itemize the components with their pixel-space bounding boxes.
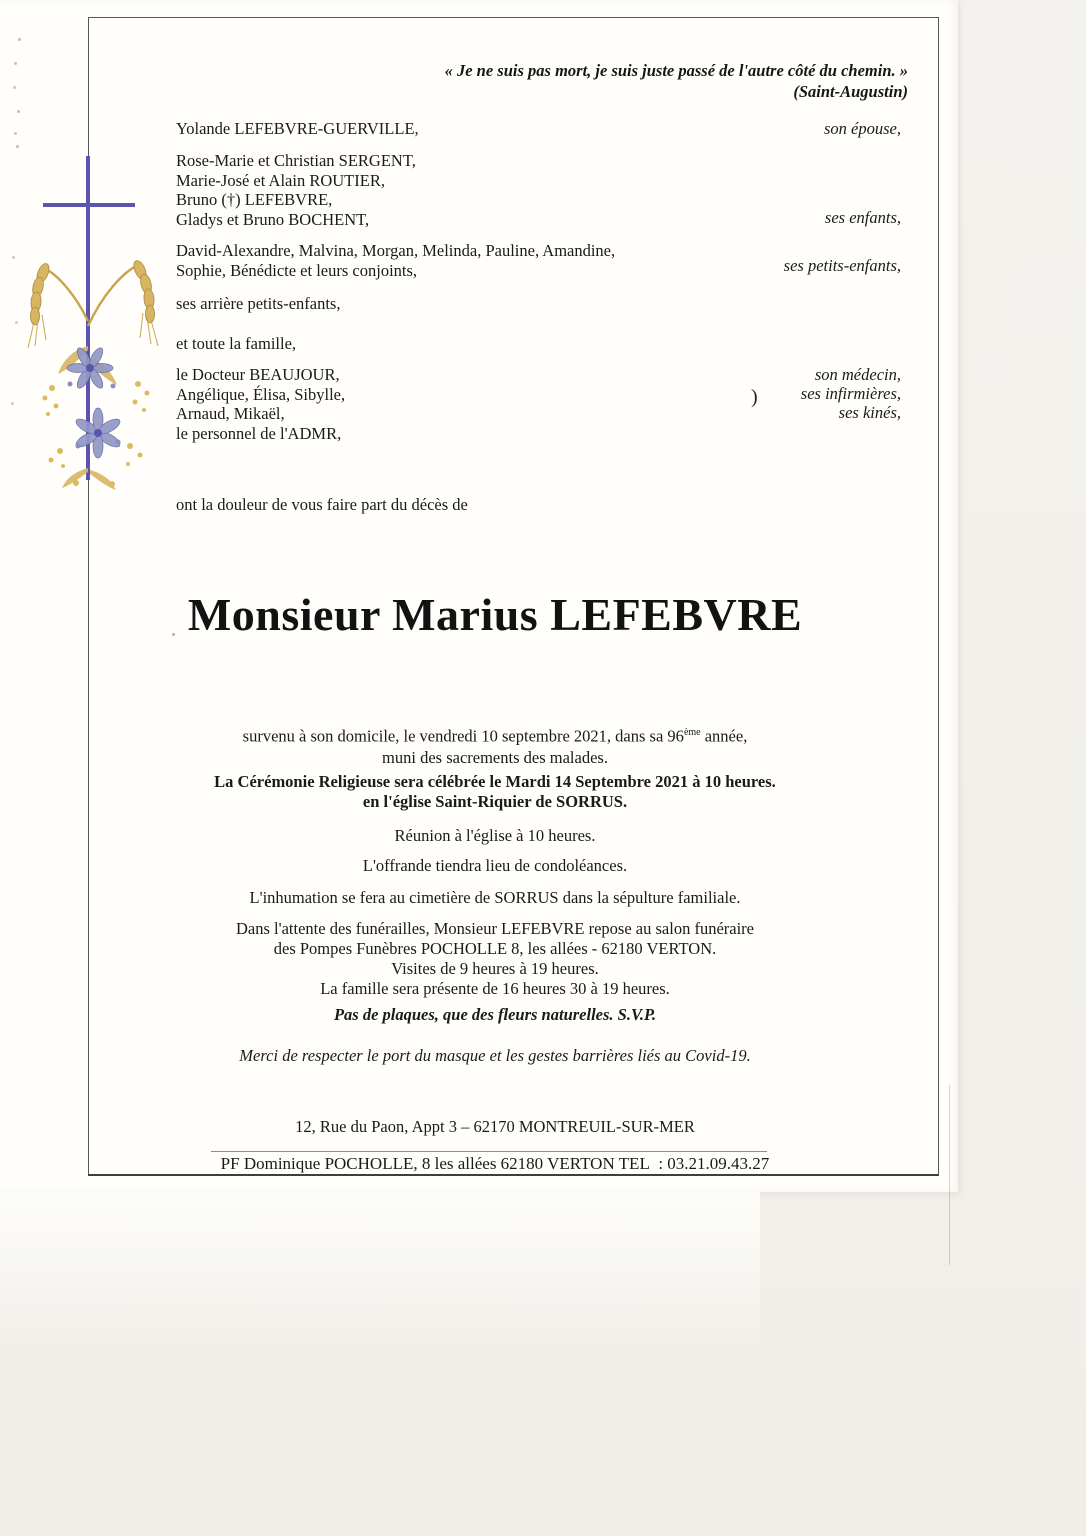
cross-wheat-flowers-icon (18, 146, 173, 496)
relation-nurses: ses infirmières, (800, 384, 901, 403)
mourner-line: le personnel de l'ADMR, (176, 423, 342, 443)
quote-block (445, 60, 908, 102)
mourner-line: Marie-José et Alain ROUTIER, (176, 170, 385, 190)
relation-doctor: son médecin, (814, 365, 901, 384)
mourner-line: David-Alexandre, Malvina, Morgan, Melinda, Pauline, Amandine, (176, 241, 616, 260)
relation-children: ses enfants, (824, 208, 901, 227)
death-line-1 (89, 722, 901, 747)
caregivers-names (176, 365, 345, 443)
ceremony-line-1: La Cérémonie Religieuse sera célébrée le Mardi 14 Septembre 2021 à 10 heures. (214, 772, 776, 791)
mourner-line: Gladys et Bruno BOCHENT, (176, 209, 370, 229)
deceased-name-title: Monsieur Marius LEFEBVRE (187, 589, 803, 640)
scan-specks (0, 0, 3, 3)
mourner-line: et toute la famille, (176, 334, 297, 353)
burial-line: L'inhumation se fera au cimetière de SORRUS dans la sépulture familiale. (249, 888, 741, 907)
grandchildren-names (176, 241, 615, 280)
relation-physios: ses kinés, (838, 403, 901, 422)
scanner-background (0, 1192, 760, 1352)
paper-fold-shadow (949, 1085, 950, 1265)
covid-note: Merci de respecter le port du masque et les gestes barrières liés au Covid-19. (239, 1046, 751, 1065)
mourner-line: Angélique, Élisa, Sibylle, (176, 384, 346, 404)
relation-grandchildren: ses petits-enfants, (783, 256, 901, 275)
mourner-line: Arnaud, Mikaël, (176, 404, 285, 423)
ceremony-details (89, 772, 901, 812)
mourner-line: Yolande LEFEBVRE-GUERVILLE, (176, 119, 419, 138)
quote-text: « Je ne suis pas mort, je suis juste passé de l'autre côté du chemin. » (444, 61, 908, 80)
quote-attribution: (Saint-Augustin) (793, 82, 908, 101)
mourner-line: Rose-Marie et Christian SERGENT, (176, 151, 416, 170)
spouse-name (176, 119, 419, 139)
mourner-line: le Docteur BEAUJOUR, (176, 365, 340, 384)
grouping-bracket: ) (751, 386, 758, 408)
flowers-note: Pas de plaques, que des fleurs naturelles. S.V.P. (333, 1005, 657, 1024)
repose-line: La famille sera présente de 16 heures 30 à 19 heures. (320, 979, 670, 998)
repose-details (89, 919, 901, 999)
mourner-line: Bruno (†) LEFEBVRE, (176, 190, 333, 209)
mourner-line: ses arrière petits-enfants, (176, 294, 341, 313)
great-grandchildren-line (176, 294, 340, 314)
funeral-home-footer: PF Dominique POCHOLLE, 8 les allées 62180 VERTON TEL : 03.21.09.43.27 (220, 1154, 770, 1173)
children-names (176, 151, 416, 229)
death-line-1-post: année, (700, 726, 748, 746)
announcement-line: ont la douleur de vous faire part du décès de (176, 495, 468, 514)
death-details (89, 722, 901, 768)
page-border-frame (88, 17, 939, 1176)
offering-line: L'offrande tiendra lieu de condoléances. (362, 856, 628, 875)
deceased-address: 12, Rue du Paon, Appt 3 – 62170 MONTREUIL-SUR-MER (295, 1117, 695, 1136)
relation-spouse: son épouse, (824, 119, 901, 138)
ceremony-line-2: en l'église Saint-Riquier de SORRUS. (362, 792, 628, 811)
death-line-1-sup: ème (683, 727, 701, 738)
meeting-line: Réunion à l'église à 10 heures. (394, 826, 596, 845)
repose-line: Dans l'attente des funérailles, Monsieur LEFEBVRE repose au salon funéraire (236, 919, 754, 938)
death-line-2: muni des sacrements des malades. (382, 747, 608, 767)
repose-line: des Pompes Funèbres POCHOLLE 8, les allées - 62180 VERTON. (273, 939, 717, 958)
repose-line: Visites de 9 heures à 19 heures. (391, 959, 599, 978)
mourner-line: Sophie, Bénédicte et leurs conjoints, (176, 260, 418, 280)
death-line-1-pre: survenu à son domicile, le vendredi 10 septembre 2021, dans sa 96 (242, 726, 684, 746)
family-line (176, 334, 296, 354)
footer-separator (211, 1151, 767, 1152)
